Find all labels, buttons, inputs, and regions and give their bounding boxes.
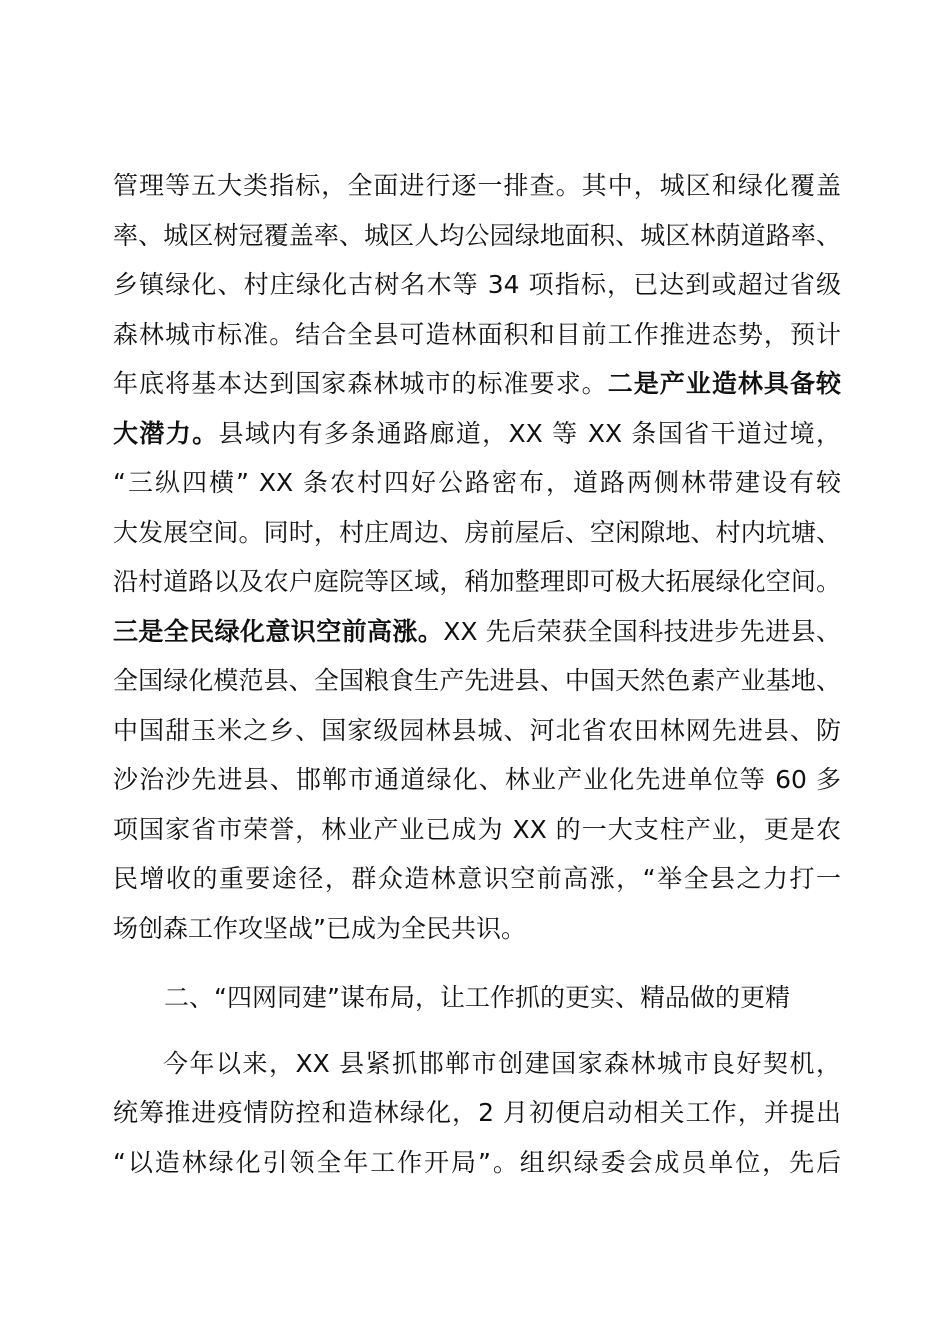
text-segment: 中国甜玉米之乡、国家级园林县城、河北省农田林网先进县、防: [113, 716, 841, 745]
body-line: [113, 315, 841, 355]
text-segment: 民增收的重要途径，群众造林意识空前高涨，“举全县之力打一: [113, 864, 841, 893]
text-segment: 森林城市标准。结合全县可造林面积和目前工作推进态势，预计: [113, 320, 841, 349]
body-line: [113, 414, 841, 454]
section-heading: [113, 978, 841, 1018]
body-line: [113, 562, 841, 602]
body-line: [113, 760, 841, 800]
body-line: [163, 1044, 841, 1084]
heading-text: 二、“四网同建”谋布局，让工作抓的更实、精品做的更精: [164, 983, 790, 1012]
bold-text-segment: 大潜力。: [113, 419, 219, 448]
body-line: [113, 166, 841, 206]
body-line: [113, 810, 841, 850]
body-line: [113, 265, 841, 305]
text-segment: 大发展空间。同时，村庄周边、房前屋后、空闲隙地、村内坑塘、: [113, 518, 841, 547]
body-line: [113, 513, 841, 553]
text-segment: 管理等五大类指标，全面进行逐一排查。其中，城区和绿化覆盖: [113, 171, 841, 200]
body-line: [113, 859, 841, 899]
text-segment: 率、城区树冠覆盖率、城区人均公园绿地面积、城区林荫道路率、: [113, 221, 841, 250]
text-segment: 统筹推进疫情防控和造林绿化，2 月初便启动相关工作，并提出: [113, 1098, 841, 1127]
text-segment: 沿村道路以及农户庭院等区域，稍加整理即可极大拓展绿化空间。: [113, 567, 841, 596]
body-line: [113, 909, 841, 949]
text-segment: “以造林绿化引领全年工作开局”。组织绿委会成员单位，先后: [113, 1148, 841, 1177]
text-segment: 乡镇绿化、村庄绿化古树名木等 34 项指标，已达到或超过省级: [113, 270, 841, 299]
text-segment: 全国绿化模范县、全国粮食生产先进县、中国天然色素产业基地、: [113, 666, 841, 695]
bold-text-segment: 二是产业造林具备较: [607, 369, 841, 398]
body-line: [113, 661, 841, 701]
text-segment: 县域内有多条通路廊道，XX 等 XX 条国省干道过境，: [218, 419, 841, 448]
body-line: [113, 364, 841, 404]
body-line: [113, 463, 841, 503]
text-segment: 沙治沙先进县、邯郸市通道绿化、林业产业化先进单位等 60 多: [113, 765, 841, 794]
text-segment: XX 先后荣获全国科技进步先进县、: [443, 617, 841, 646]
body-line: [113, 711, 841, 751]
text-segment: 场创森工作攻坚战”已成为全民共识。: [113, 914, 526, 943]
body-line: [113, 612, 841, 652]
body-line: [113, 216, 841, 256]
text-segment: 项国家省市荣誉，林业产业已成为 XX 的一大支柱产业，更是农: [113, 815, 841, 844]
text-segment: 今年以来，XX 县紧抓邯郸市创建国家森林城市良好契机，: [163, 1049, 841, 1078]
body-line: [113, 1143, 841, 1183]
text-segment: “三纵四横” XX 条农村四好公路密布，道路两侧林带建设有较: [113, 468, 841, 497]
body-line: [113, 1093, 841, 1133]
text-segment: 年底将基本达到国家森林城市的标准要求。: [113, 369, 608, 398]
bold-text-segment: 三是全民绿化意识空前高涨。: [113, 617, 444, 646]
